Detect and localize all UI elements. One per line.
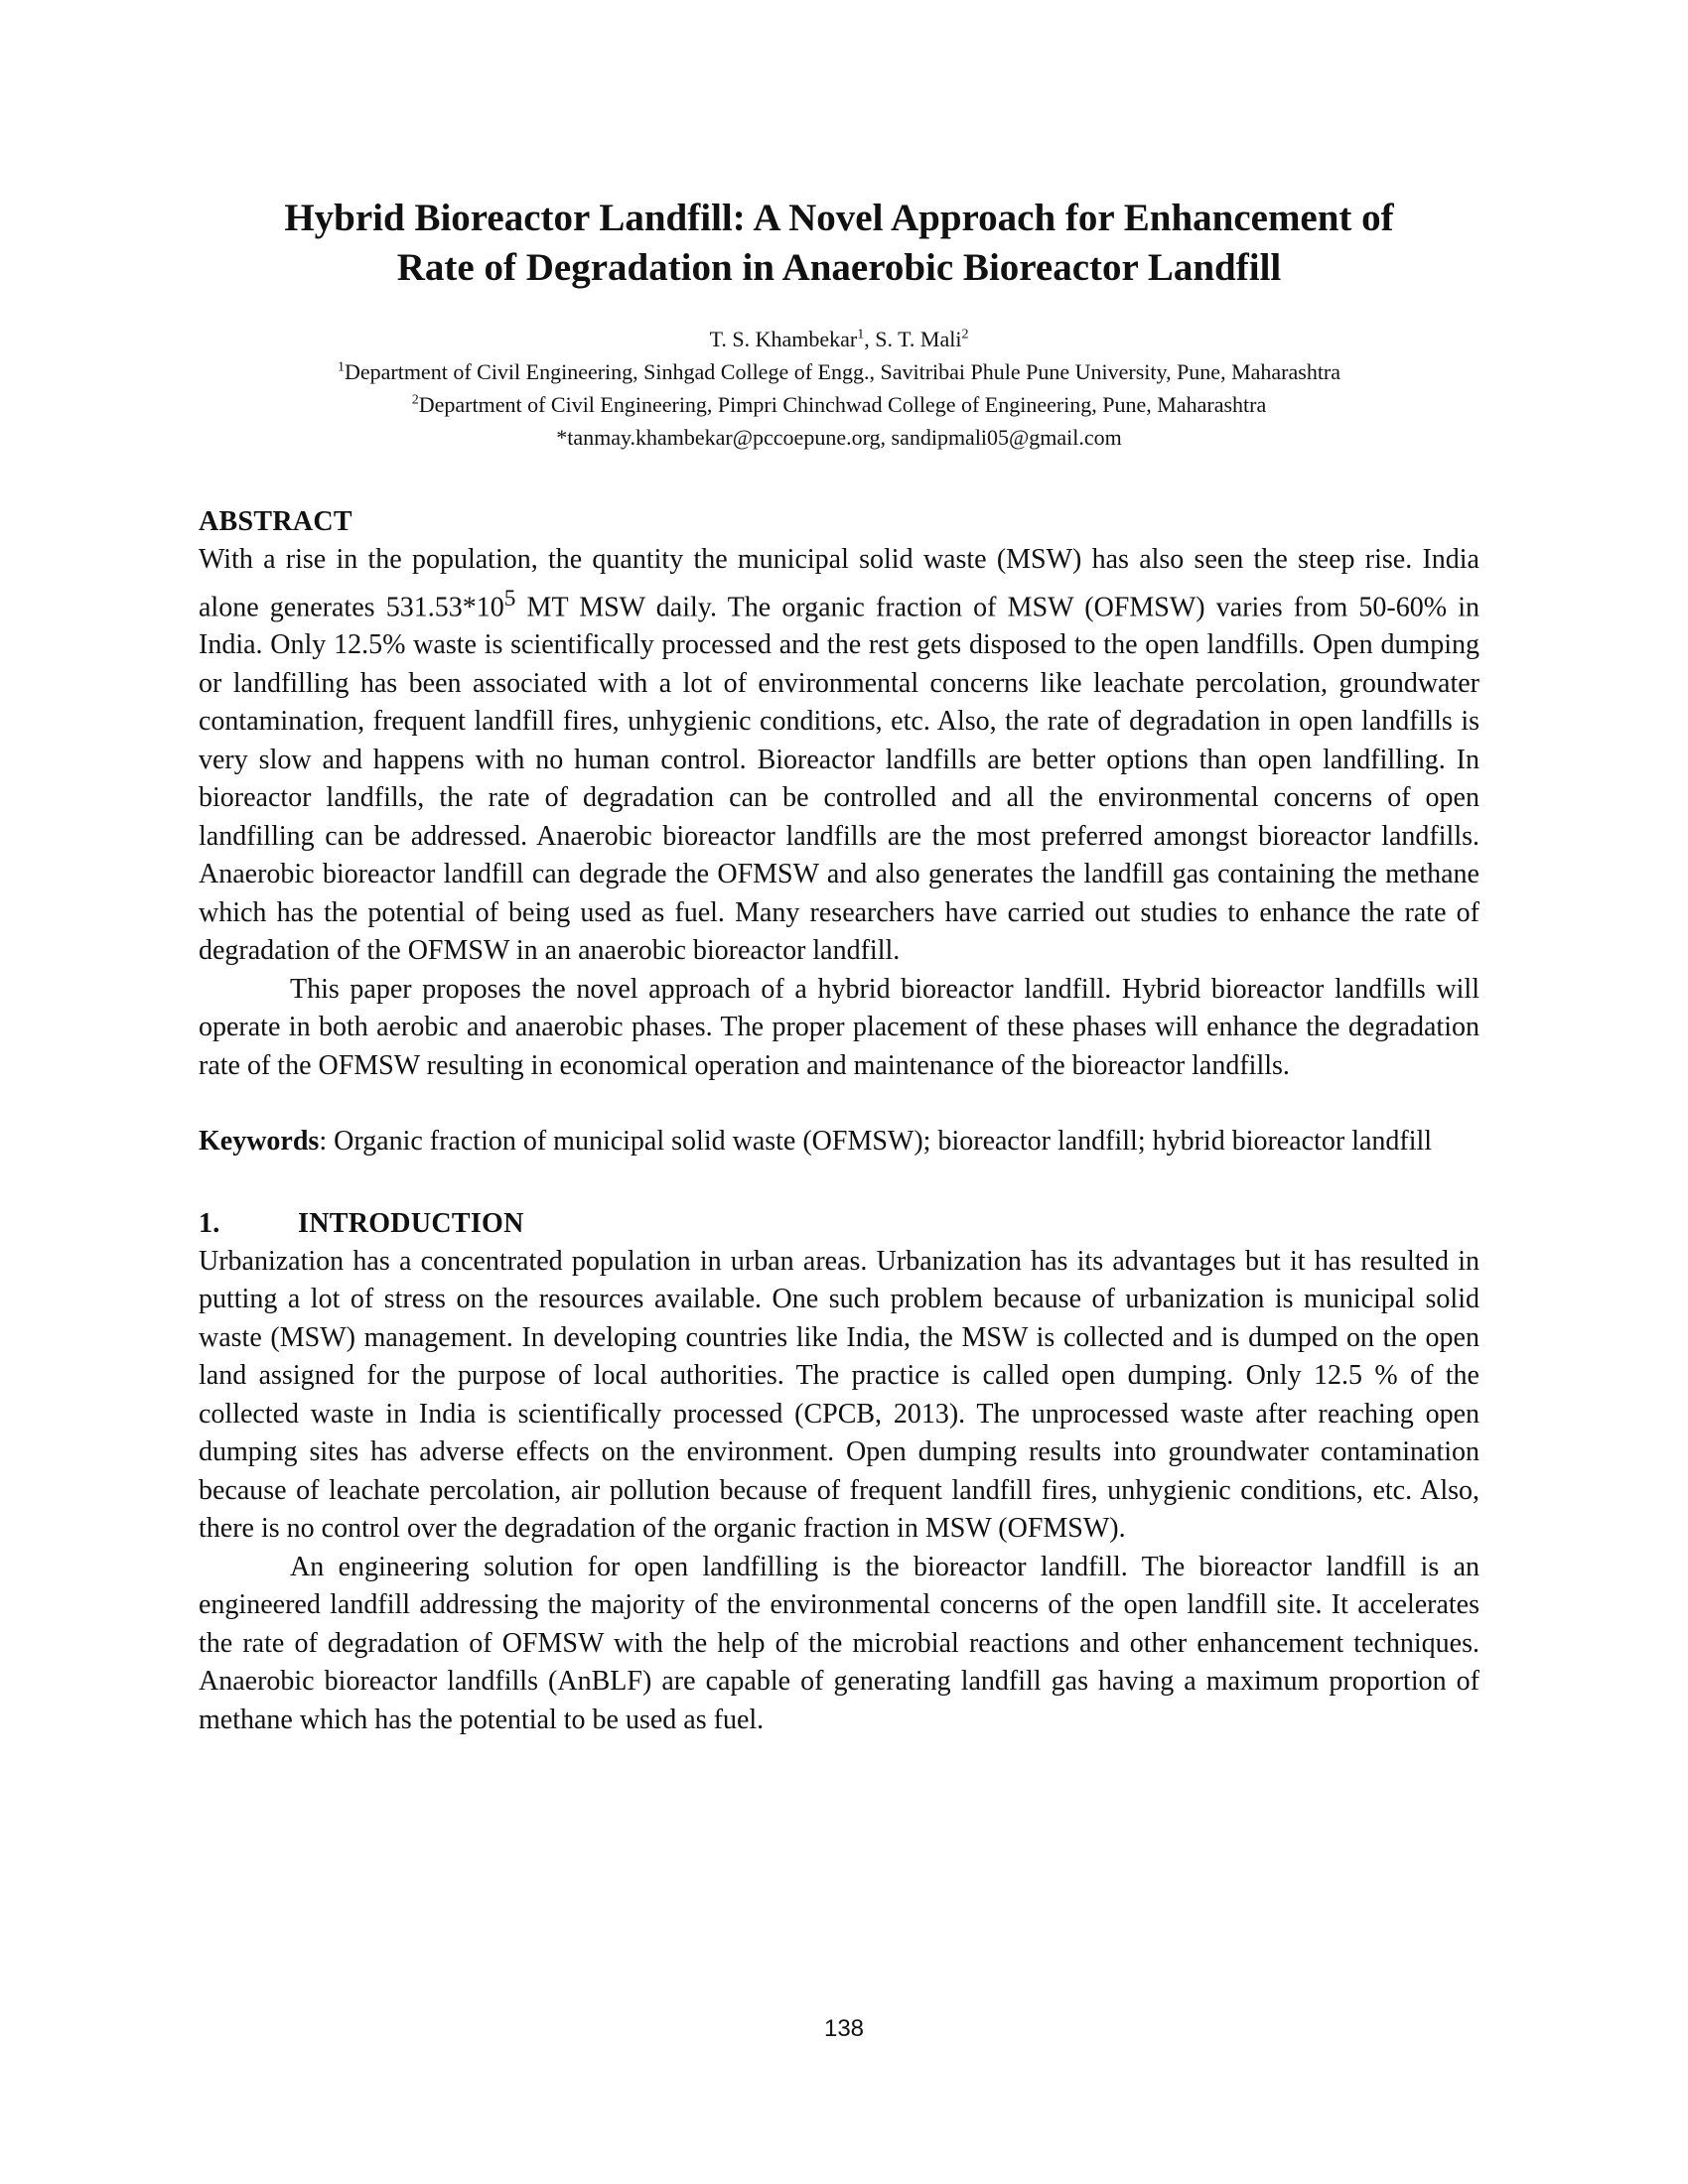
section-number: 1. [199, 1207, 220, 1239]
title-line-2: Rate of Degradation in Anaerobic Bioreactor Landfill [396, 246, 1282, 289]
affiliation-2-text: Department of Civil Engineering, Pimpri Chinchwad College of Engineering, Pune, Maharashtra [418, 392, 1267, 417]
author-line [199, 323, 1479, 355]
keywords [199, 1123, 1479, 1161]
author-1: T. S. Khambekar [709, 327, 858, 351]
abstract-paragraph-2: This paper proposes the novel approach of a hybrid bioreactor landfill. Hybrid bioreactor landfills will operate in both aerobic and anaerobic phases. The proper placement of these phases will enhance the degradation rate of the OFMSW resulting in economical operation and maintenance of the bioreactor landfills. [199, 973, 1479, 1081]
abstract-heading: ABSTRACT [199, 506, 352, 537]
affiliation-1 [199, 355, 1479, 388]
section-title: INTRODUCTION [298, 1207, 524, 1239]
abstract-p1-exponent: 5 [503, 585, 516, 612]
abstract-p1-start: With a rise in the population, the quantity the municipal solid waste (MSW) has also seen the steep rise. India alone generates 531.53*10 [199, 544, 1479, 622]
introduction-paragraph-2: An engineering solution for open landfilling is the bioreactor landfill. The bioreactor landfill is an engineered landfill addressing the majority of the environmental concerns of the open landfill site. It accelerates the rate of degradation of OFMSW with the help of the microbial reactions and other enhancement techniques. Anaerobic bioreactor landfills (AnBLF) are capable of generating landfill gas having a maximum proportion of methane which has the potential to be used as fuel. [199, 1551, 1479, 1735]
author-2: S. T. Mali [875, 327, 962, 351]
affiliation-1-text: Department of Civil Engineering, Sinhgad College of Engg., Savitribai Phule Pune University, Pune, Maharashtra [344, 359, 1341, 384]
author-2-affil-mark: 2 [961, 327, 969, 342]
page-number: 138 [823, 2015, 865, 2042]
paper-page [199, 194, 1479, 1739]
abstract-p1-rest: MT MSW daily. The organic fraction of MSW (OFMSW) varies from 50-60% in India. Only 12.5% waste is scientifically processed and the rest gets disposed to the open landfills. Open dumping or landfilling has been associated with a lot of environmental concerns like leachate percolation, groundwater contamination, frequent landfill fires, unhygienic conditions, etc. Also, the rate of degradation in open landfills is very slow and happens with no human control. Bioreactor landfills are better options than open landfilling. In bioreactor landfills, the rate of degradation can be controlled and all the environmental concerns of open landfilling can be addressed. Anaerobic bioreactor landfills are the most preferred amongst bioreactor landfills. Anaerobic bioreactor landfill can degrade the OFMSW and also generates the landfill gas containing the methane which has the potential of being used as fuel. Many researchers have carried out studies to enhance the rate of degradation of the OFMSW in an anaerobic bioreactor landfill. [199, 591, 1479, 967]
author-block [199, 323, 1479, 454]
paper-title [199, 194, 1479, 293]
keywords-label: Keywords [199, 1126, 320, 1158]
affiliation-2-mark: 2 [411, 392, 419, 408]
affiliation-1-mark: 1 [337, 359, 345, 375]
introduction-paragraph-1: Urbanization has a concentrated population in urban areas. Urbanization has its advantages but it has resulted in putting a lot of stress on the resources available. One such problem because of urbanization is municipal solid waste (MSW) management. In developing countries like India, the MSW is collected and is dumped on the open land assigned for the purpose of local authorities. The practice is called open dumping. Only 12.5 % of the collected waste in India is scientifically processed (CPCB, 2013). The unprocessed waste after reaching open dumping sites has adverse effects on the environment. Open dumping results into groundwater contamination because of leachate percolation, air pollution because of frequent landfill fires, unhygienic conditions, etc. Also, there is no control over the degradation of the organic fraction in MSW (OFMSW). [199, 1245, 1479, 1545]
author-1-affil-mark: 1 [857, 327, 865, 342]
affiliation-2 [199, 388, 1479, 421]
keywords-text: : Organic fraction of municipal solid waste (OFMSW); bioreactor landfill; hybrid bioreactor landfill [319, 1126, 1433, 1158]
title-line-1: Hybrid Bioreactor Landfill: A Novel Approach for Enhancement of [284, 197, 1394, 239]
author-emails: *tanmay.khambekar@pccoepune.org, sandipmali05@gmail.com [556, 425, 1122, 450]
abstract-paragraph-1 [199, 541, 1479, 971]
author-separator: , [864, 327, 876, 351]
introduction-heading [199, 1205, 1479, 1243]
